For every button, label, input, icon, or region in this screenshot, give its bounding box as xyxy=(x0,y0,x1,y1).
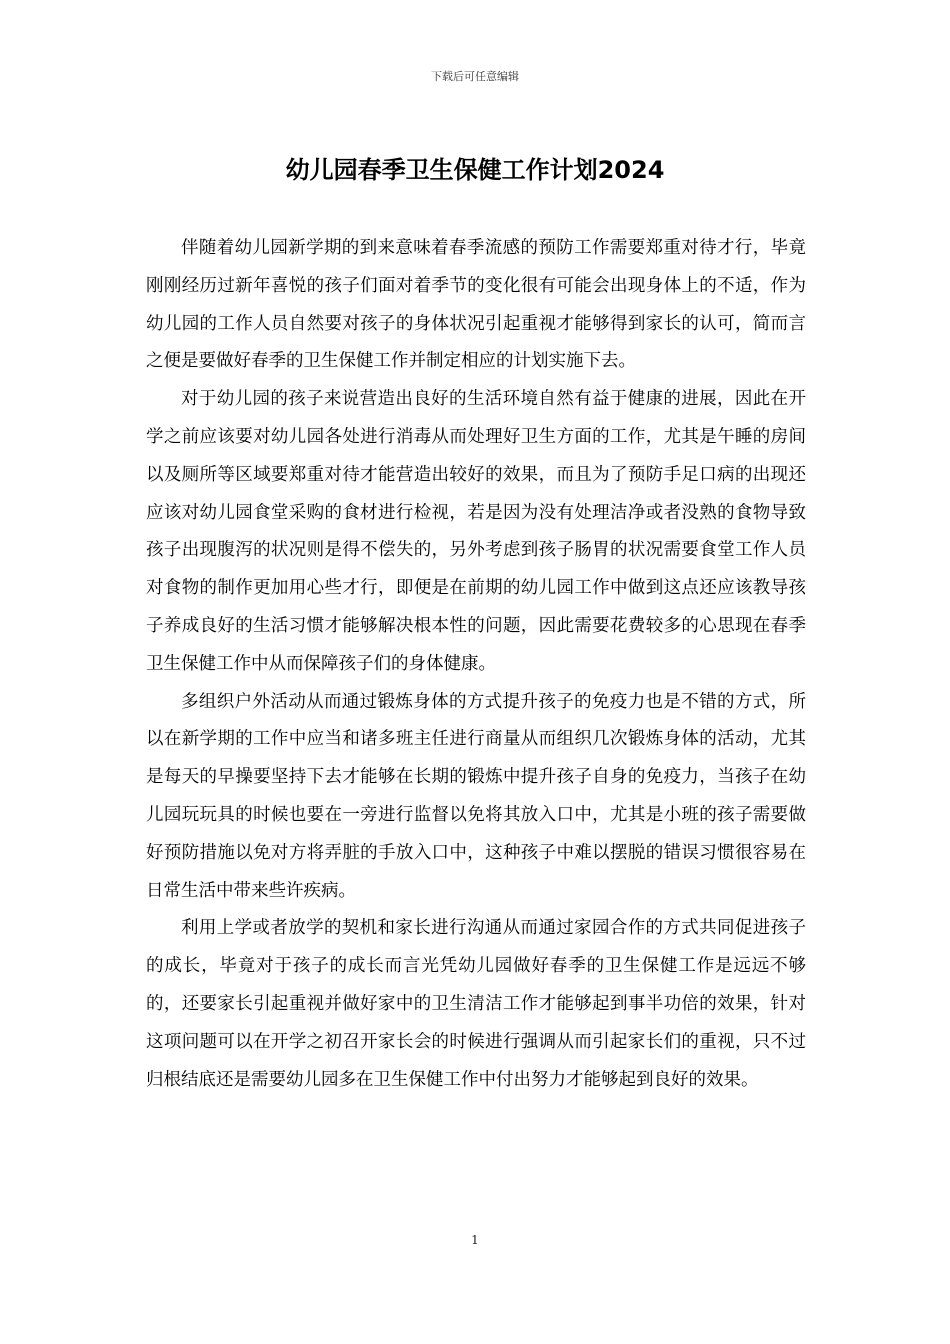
body-paragraph: 多组织户外活动从而通过锻炼身体的方式提升孩子的免疫力也是不错的方式，所以在新学期的工作中应当和诸多班主任进行商量从而组织几次锻炼身体的活动，尤其是每天的早操要坚持下去才能够在长期的锻炼中提升孩子自身的免疫力，当孩子在幼儿园玩玩具的时候也要在一旁进行监督以免将其放入口中，尤其是小班的孩子需要做好预防措施以免对方将弄脏的手放入口中，这种孩子中难以摆脱的错误习惯很容易在日常生活中带来些许疾病。 xyxy=(146,691,806,901)
header-note: 下载后可任意编辑 xyxy=(431,70,519,83)
document-title: 幼儿园春季卫生保健工作计划2024 xyxy=(285,156,665,184)
document-body xyxy=(146,230,806,1099)
body-paragraph: 利用上学或者放学的契机和家长进行沟通从而通过家园合作的方式共同促进孩子的成长，毕竟对于孩子的成长而言光凭幼儿园做好春季的卫生保健工作是远远不够的，还要家长引起重视并做好家中的卫生清洁工作才能够起到事半功倍的效果，针对这项问题可以在开学之初召开家长会的时候进行强调从而引起家长们的重视，只不过归根结底还是需要幼儿园多在卫生保健工作中付出努力才能够起到良好的效果。 xyxy=(146,918,806,1090)
body-paragraph: 伴随着幼儿园新学期的到来意味着春季流感的预防工作需要郑重对待才行，毕竟刚刚经历过新年喜悦的孩子们面对着季节的变化很有可能会出现身体上的不适，作为幼儿园的工作人员自然要对孩子的身体状况引起重视才能够得到家长的认可，简而言之便是要做好春季的卫生保健工作并制定相应的计划实施下去。 xyxy=(146,238,806,372)
page-number: 1 xyxy=(471,1233,479,1247)
body-paragraph: 对于幼儿园的孩子来说营造出良好的生活环境自然有益于健康的进展，因此在开学之前应该要对幼儿园各处进行消毒从而处理好卫生方面的工作，尤其是午睡的房间以及厕所等区域要郑重对待才能营造出较好的效果，而且为了预防手足口病的出现还应该对幼儿园食堂采购的食材进行检视，若是因为没有处理洁净或者没熟的食物导致孩子出现腹泻的状况则是得不偿失的，另外考虑到孩子肠胃的状况需要食堂工作人员对食物的制作更加用心些才行，即便是在前期的幼儿园工作中做到这点还应该教导孩子养成良好的生活习惯才能够解决根本性的问题，因此需要花费较多的心思现在春季卫生保健工作中从而保障孩子们的身体健康。 xyxy=(146,389,806,674)
